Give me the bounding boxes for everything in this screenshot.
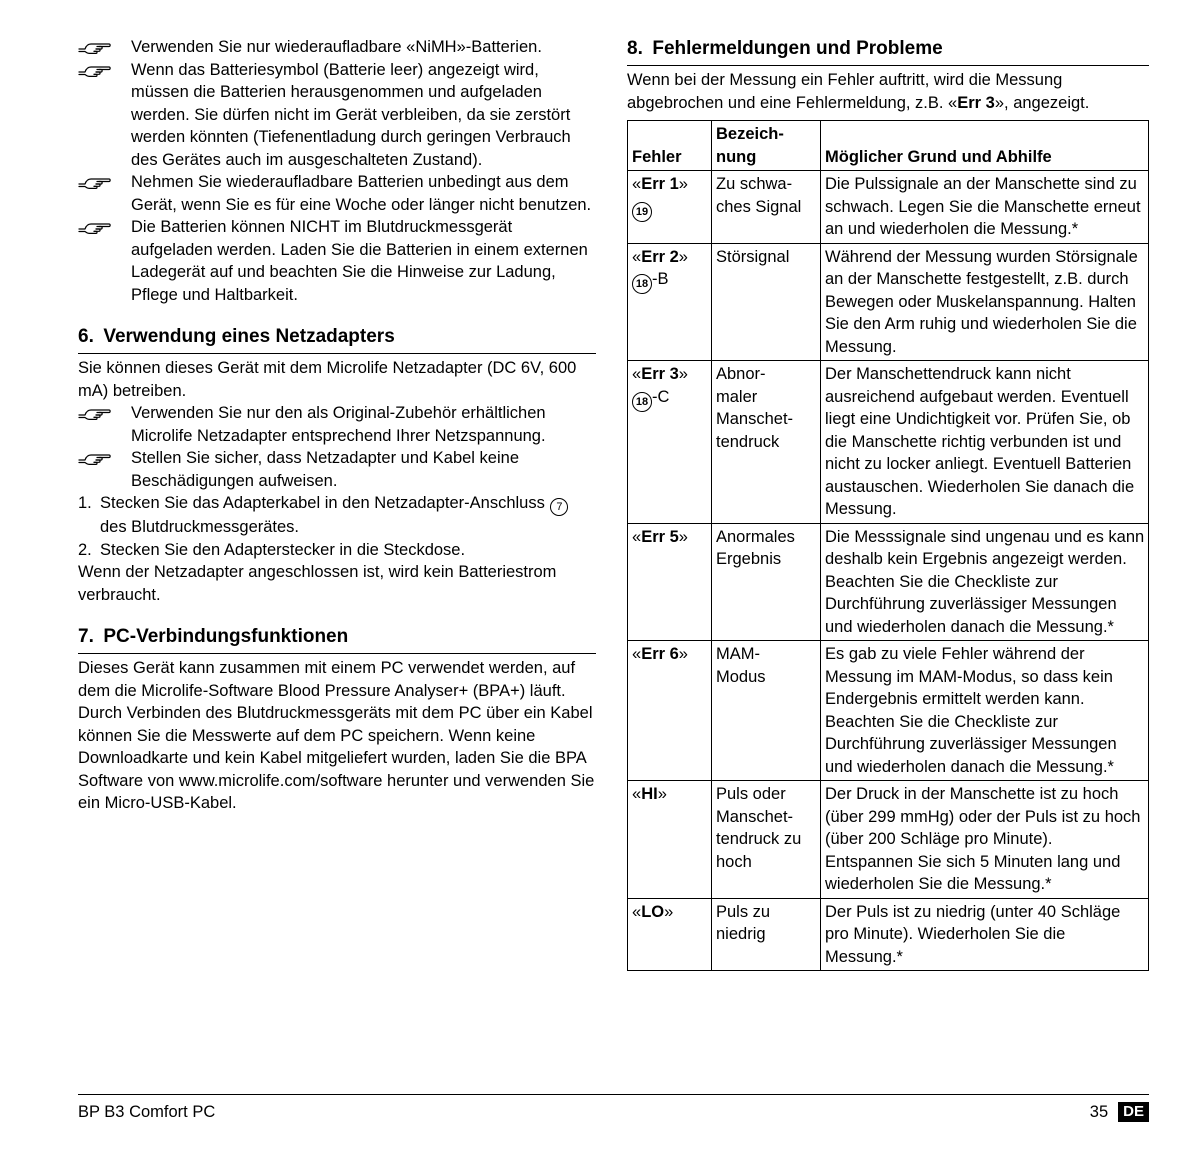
battery-note-text: Verwenden Sie nur wiederaufladbare «NiMH»-Batterien. xyxy=(131,38,542,56)
battery-note xyxy=(78,216,596,306)
step-1-number: 1. xyxy=(78,494,92,512)
error-code: LO xyxy=(641,902,665,921)
section-8-intro-text: Wenn bei der Messung ein Fehler auftritt, wird die Messung abgebrochen und eine Fehlermeldung, z.B. « xyxy=(627,71,1063,112)
adapter-notes xyxy=(78,402,596,492)
table-row xyxy=(628,523,1149,641)
error-code: HI xyxy=(641,785,658,803)
table-row xyxy=(628,641,1149,781)
section-7-text: Dieses Gerät kann zusammen mit einem PC verwendet werden, auf dem die Microlife-Software Blood Pressure Analyser+ (BPA+) läuft. Durch Verbinden des Blutdruckmessgeräts mit dem PC über ein Kabel können Sie die Messwerte auf dem PC speichern. Wenn keine Downloadkarte und kein Kabel mitgeliefert wurden, laden Sie die BPA Software von www.microlife.com/software herunter und verwenden Sie ein Micro-USB-Kabel. xyxy=(78,659,595,812)
page-footer xyxy=(78,1094,1149,1121)
table-row xyxy=(628,898,1149,971)
error-code: Err 1 xyxy=(641,175,679,193)
section-6-heading: 6. Verwendung eines Netzadapters xyxy=(78,324,596,354)
error-name-cell: MAM- Modus xyxy=(712,641,821,781)
step-2 xyxy=(78,539,596,562)
error-name-cell: Abnor- maler Manschet- tendruck xyxy=(712,361,821,524)
section-8-heading: 8. Fehlermeldungen und Probleme xyxy=(627,36,1149,66)
reference-number: 18 xyxy=(632,274,652,294)
adapter-note xyxy=(78,402,596,447)
table-row xyxy=(628,781,1149,899)
error-code-cell: «Err 6» xyxy=(628,641,712,781)
adapter-note-text: Verwenden Sie nur den als Original-Zubehör erhältlichen Microlife Netzadapter entsprechend Ihrer Netzspannung. xyxy=(131,404,546,445)
pointing-hand-icon xyxy=(78,36,112,58)
error-code-cell: «Err 3» 18 -C xyxy=(628,361,712,524)
error-code: Err 5 xyxy=(641,527,679,546)
step-2-text: Stecken Sie den Adapterstecker in die Steckdose. xyxy=(100,540,466,559)
step-1-text: Stecken Sie das Adapterkabel in den Netzadapter-Anschluss xyxy=(100,494,545,512)
error-code-cell: «HI» xyxy=(628,781,712,899)
error-description-cell: Es gab zu viele Fehler während der Messung im MAM-Modus, so dass kein Endergebnis ermittelt werden kann. Beachten Sie die Checkliste zur Durchführung zuverlässiger Messungen und wiederholen danach die Messung.* xyxy=(821,641,1149,781)
pointing-hand-icon xyxy=(78,402,112,424)
battery-notes xyxy=(78,36,596,306)
header-fehler: Fehler xyxy=(628,121,712,171)
error-code-cell: «LO» xyxy=(628,898,712,971)
section-7-heading: 7. PC-Verbindungsfunktionen xyxy=(78,624,596,654)
adapter-note xyxy=(78,447,596,492)
error-code: Err 2 xyxy=(641,247,679,266)
table-row xyxy=(628,171,1149,244)
error-name-cell: Puls zu niedrig xyxy=(712,898,821,971)
battery-note xyxy=(78,171,596,216)
error-code-cell: «Err 1» 19 xyxy=(628,171,712,244)
error-table xyxy=(627,120,1149,971)
reference-suffix: -C xyxy=(652,387,670,406)
battery-note xyxy=(78,59,596,172)
reference-number: 18 xyxy=(632,392,652,412)
error-name-cell: Störsignal xyxy=(712,243,821,361)
error-name-cell: Zu schwa- ches Signal xyxy=(712,171,821,244)
error-code: Err 3 xyxy=(641,365,679,383)
step-1 xyxy=(78,492,596,539)
left-column xyxy=(78,36,596,815)
battery-note xyxy=(78,36,596,59)
error-description-cell: Der Puls ist zu niedrig (unter 40 Schläge pro Minute). Wiederholen Sie die Messung.* xyxy=(821,898,1149,971)
error-description-cell: Die Messsignale sind ungenau und es kann deshalb kein Ergebnis angezeigt werden. Beachten Sie die Checkliste zur Durchführung zuverlässiger Messungen und wiederholen danach die Messung.* xyxy=(821,523,1149,641)
reference-number: 19 xyxy=(632,202,652,222)
table-row xyxy=(628,361,1149,524)
page-number: 35 xyxy=(1089,1103,1109,1121)
error-table-header xyxy=(628,121,1149,171)
pointing-hand-icon xyxy=(78,447,112,469)
error-name-cell: Puls oder Manschet- tendruck zu hoch xyxy=(712,781,821,899)
step-1-text-end: des Blutdruckmessgerätes. xyxy=(100,518,300,536)
step-2-number: 2. xyxy=(78,540,92,559)
error-description-cell: Der Manschettendruck kann nicht ausreichend aufgebaut werden. Eventuell liegt eine Undichtigkeit vor. Prüfen Sie, ob die Manschette richtig verbunden ist und nicht zu locker anliegt. Eventuell Batterien austauschen. Wiederholen Sie danach die Messung. xyxy=(821,361,1149,524)
error-code-cell: «Err 5» xyxy=(628,523,712,641)
language-badge: DE xyxy=(1118,1102,1149,1122)
section-8-intro xyxy=(627,69,1149,114)
pointing-hand-icon xyxy=(78,59,112,81)
reference-suffix: -B xyxy=(652,270,669,288)
pointing-hand-icon xyxy=(78,171,112,193)
section-8-intro-end: », angezeigt. xyxy=(994,93,1090,112)
section-6-outro: Wenn der Netzadapter angeschlossen ist, wird kein Batteriestrom verbraucht. xyxy=(78,563,557,604)
right-column xyxy=(627,36,1149,971)
error-name-cell: Anormales Ergebnis xyxy=(712,523,821,641)
header-bezeichnung: Bezeich- nung xyxy=(712,121,821,171)
header-grund: Möglicher Grund und Abhilfe xyxy=(821,121,1149,171)
battery-note-text: Die Batterien können NICHT im Blutdruckmessgerät aufgeladen werden. Laden Sie die Batterien in einem externen Ladegerät auf und beachten Sie die Hinweise zur Ladung, Pflege und Haltbarkeit. xyxy=(131,218,588,304)
error-description-cell: Während der Messung wurden Störsignale an der Manschette festgestellt, z.B. durch Bewegen oder Muskelanspannung. Halten Sie den Arm ruhig und wiederholen Sie die Messung. xyxy=(821,243,1149,361)
section-8-intro-code: Err 3 xyxy=(957,93,995,112)
pointing-hand-icon xyxy=(78,216,112,238)
table-row xyxy=(628,243,1149,361)
adapter-note-text: Stellen Sie sicher, dass Netzadapter und Kabel keine Beschädigungen aufweisen. xyxy=(131,449,519,490)
error-description-cell: Der Druck in der Manschette ist zu hoch (über 299 mmHg) oder der Puls ist zu hoch (über 200 Schläge pro Minute). Entspannen Sie sich 5 Minuten lang und wiederholen Sie die Messung.* xyxy=(821,781,1149,899)
reference-number-7: 7 xyxy=(550,498,568,516)
error-description-cell: Die Pulssignale an der Manschette sind zu schwach. Legen Sie die Manschette erneut an und wiederholen die Messung.* xyxy=(821,171,1149,244)
section-6-intro: Sie können dieses Gerät mit dem Microlife Netzadapter (DC 6V, 600 mA) betreiben. xyxy=(78,359,577,400)
battery-note-text: Wenn das Batteriesymbol (Batterie leer) angezeigt wird, müssen die Batterien herausgenommen und aufgeladen werden. Sie dürfen nicht im Gerät verbleiben, da sie zerstört werden könnten (Tiefenentladung durch geringen Verbrauch des Gerätes auch im ausgeschalteten Zustand). xyxy=(131,60,571,169)
battery-note-text: Nehmen Sie wiederaufladbare Batterien unbedingt aus dem Gerät, wenn Sie es für eine Woche oder länger nicht benutzen. xyxy=(131,173,592,214)
error-code-cell: «Err 2» 18 -B xyxy=(628,243,712,361)
product-name: BP B3 Comfort PC xyxy=(78,1103,216,1121)
error-code: Err 6 xyxy=(641,645,679,663)
